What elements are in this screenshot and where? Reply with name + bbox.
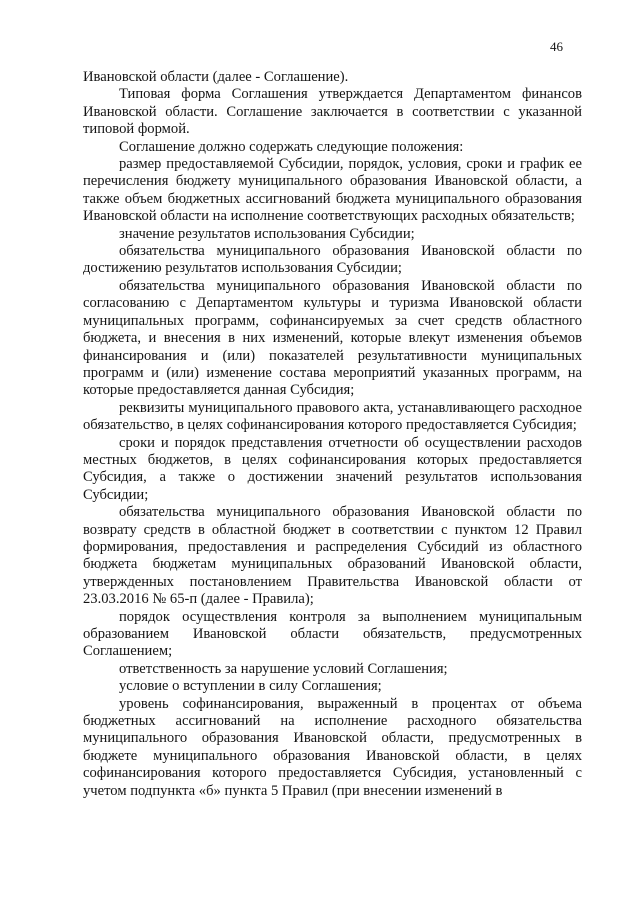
paragraph: обязательства муниципального образования Ивановской области по согласованию с Департаментом культуры и туризма Ивановской области муниципальных программ, софинансируемых за счет средств областного бюджета, и внесения в них изменений, которые влекут изменения объемов финансирования и (или) показателей результативности муниципальных программ и (или) изменение состава мероприятий указанных программ, на которые предоставляется данная Субсидия; bbox=[83, 277, 582, 399]
paragraph: обязательства муниципального образования Ивановской области по возврату средств в областной бюджет в соответствии с пунктом 12 Правил формирования, предоставления и распределения Субсидий из областного бюджета бюджетам муниципальных образований Ивановской области, утвержденных постановлением Правительства Ивановской области от 23.03.2016 № 65-п (далее - Правила); bbox=[83, 504, 582, 608]
paragraph: обязательства муниципального образования Ивановской области по достижению результатов использования Субсидии; bbox=[83, 243, 582, 277]
paragraph: ответственность за нарушение условий Соглашения; bbox=[119, 660, 448, 677]
document-body bbox=[83, 69, 582, 800]
page-number: 46 bbox=[550, 39, 563, 54]
paragraph: размер предоставляемой Субсидии, порядок, условия, сроки и график ее перечисления бюджету муниципального образования Ивановской области, а также объем бюджетных ассигнований бюджета муниципального образования Ивановской области на исполнение соответствующих расходных обязательств; bbox=[83, 156, 582, 225]
paragraph: порядок осуществления контроля за выполнением муниципальным образованием Ивановской области обязательств, предусмотренных Соглашением; bbox=[83, 608, 582, 660]
paragraph: Типовая форма Соглашения утверждается Департаментом финансов Ивановской области. Соглашение заключается в соответствии с указанной типовой формой. bbox=[83, 86, 582, 138]
paragraph: уровень софинансирования, выраженный в процентах от объема бюджетных ассигнований на исполнение расходного обязательства муниципального образования Ивановской области, предусмотренных в бюджете муниципального образования Ивановской области, в целях софинансирования которого предоставляется Субсидия, установленный с учетом подпункта «б» пункта 5 Правил (при внесении изменений в bbox=[83, 695, 582, 799]
paragraph: реквизиты муниципального правового акта, устанавливающего расходное обязательство, в целях софинансирования которого предоставляется Субсидия; bbox=[83, 399, 582, 434]
paragraph: Ивановской области (далее - Соглашение). bbox=[83, 69, 349, 85]
paragraph: значение результатов использования Субсидии; bbox=[119, 225, 415, 242]
paragraph: сроки и порядок представления отчетности об осуществлении расходов местных бюджетов, в целях софинансирования которых предоставляется Субсидия, а также о достижении значений результатов использования Субсидии; bbox=[83, 434, 582, 503]
paragraph: условие о вступлении в силу Соглашения; bbox=[119, 678, 382, 695]
paragraph: Соглашение должно содержать следующие положения: bbox=[119, 138, 464, 155]
